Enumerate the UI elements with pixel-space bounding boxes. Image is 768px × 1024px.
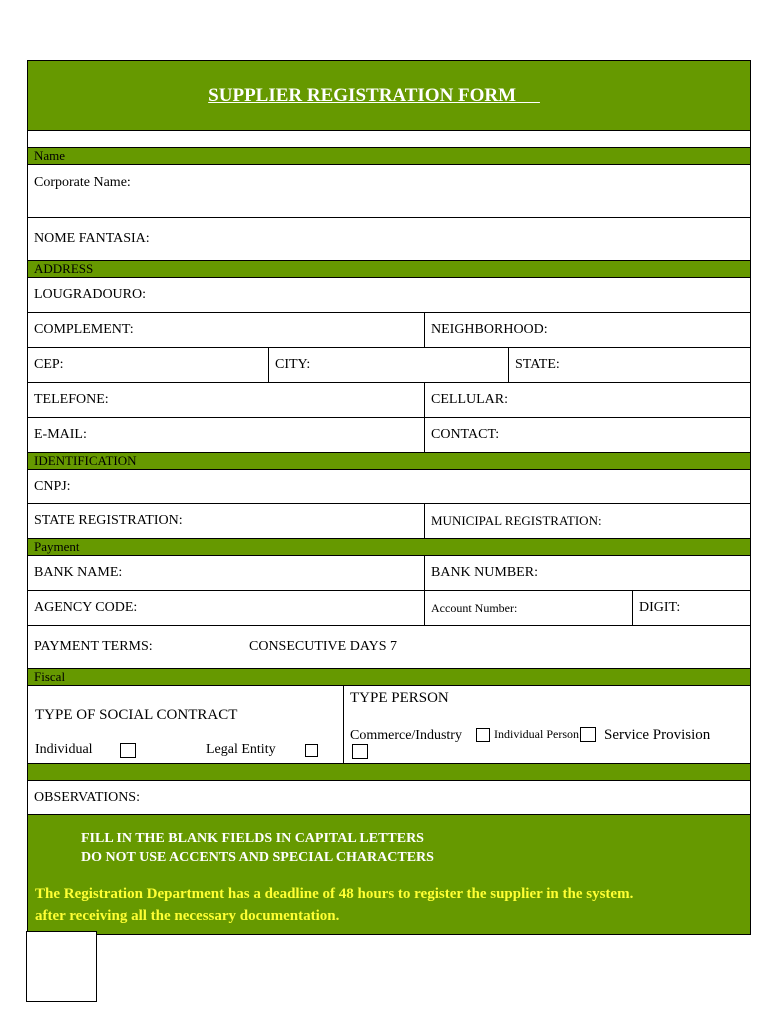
section-identification: IDENTIFICATION (28, 453, 750, 470)
section-address: ADDRESS (28, 261, 750, 278)
bank-name-field[interactable]: BANK NAME: (28, 556, 425, 590)
supplier-registration-form (27, 60, 751, 935)
commerce-industry-checkbox[interactable] (476, 728, 490, 742)
observations-field[interactable]: OBSERVATIONS: (34, 789, 140, 805)
type-person-label: TYPE PERSON (350, 690, 449, 706)
section-fiscal: Fiscal (28, 669, 750, 686)
corporate-name-field[interactable]: Corporate Name: (34, 175, 131, 190)
telefone-field[interactable]: TELEFONE: (28, 383, 425, 417)
social-contract-cell (28, 686, 344, 763)
cellular-field[interactable]: CELLULAR: (431, 392, 508, 407)
section-name: Name (28, 148, 750, 165)
individual-checkbox[interactable] (120, 743, 136, 758)
deadline-line-2: after receiving all the necessary documentation. (35, 908, 340, 924)
payment-terms-field[interactable] (28, 626, 750, 668)
email-field[interactable]: E-MAIL: (28, 418, 425, 452)
spacer-row (28, 131, 750, 148)
fiscal-divider (28, 764, 750, 781)
legal-entity-label: Legal Entity (206, 742, 276, 757)
section-payment: Payment (28, 539, 750, 556)
social-contract-label: TYPE OF SOCIAL CONTRACT (35, 707, 238, 723)
neighborhood-field[interactable]: NEIGHBORHOOD: (431, 322, 548, 337)
type-person-cell (344, 686, 750, 763)
instructions-text (81, 829, 434, 867)
instruction-capital-letters: FILL IN THE BLANK FIELDS IN CAPITAL LETTERS (81, 831, 424, 846)
instruction-no-accents: DO NOT USE ACCENTS AND SPECIAL CHARACTERS (81, 850, 434, 865)
cep-field[interactable]: CEP: (28, 348, 269, 382)
nome-fantasia-field[interactable]: NOME FANTASIA: (34, 231, 150, 246)
form-header (28, 61, 750, 131)
form-title: SUPPLIER REGISTRATION FORM (208, 84, 517, 106)
instructions-box (28, 815, 750, 934)
payment-terms-value: CONSECUTIVE DAYS 7 (249, 639, 398, 654)
legal-entity-checkbox[interactable] (305, 744, 318, 757)
payment-terms-label: PAYMENT TERMS: (34, 639, 153, 654)
cnpj-field[interactable]: CNPJ: (34, 478, 71, 494)
municipal-registration-field[interactable]: MUNICIPAL REGISTRATION: (431, 513, 602, 528)
individual-person-checkbox[interactable] (580, 727, 596, 742)
individual-person-label: Individual Person (494, 727, 579, 741)
deadline-notice (35, 883, 735, 927)
individual-label: Individual (35, 742, 93, 757)
account-number-field[interactable]: Account Number: (425, 591, 633, 625)
agency-code-field[interactable]: AGENCY CODE: (28, 591, 425, 625)
bank-number-field[interactable]: BANK NUMBER: (431, 565, 538, 580)
state-field[interactable]: STATE: (515, 357, 560, 372)
city-field[interactable]: CITY: (269, 348, 509, 382)
state-registration-field[interactable]: STATE REGISTRATION: (28, 504, 425, 538)
stamp-box (26, 931, 97, 1002)
commerce-industry-label: Commerce/Industry (350, 728, 462, 743)
service-provision-label: Service Provision (604, 727, 711, 743)
complement-field[interactable]: COMPLEMENT: (28, 313, 425, 347)
service-provision-checkbox[interactable] (352, 744, 368, 759)
deadline-line-1: The Registration Department has a deadline of 48 hours to register the supplier in the system. (35, 886, 634, 902)
contact-field[interactable]: CONTACT: (431, 427, 500, 442)
lougradouro-field[interactable]: LOUGRADOURO: (34, 287, 146, 302)
digit-field[interactable]: DIGIT: (639, 600, 681, 615)
